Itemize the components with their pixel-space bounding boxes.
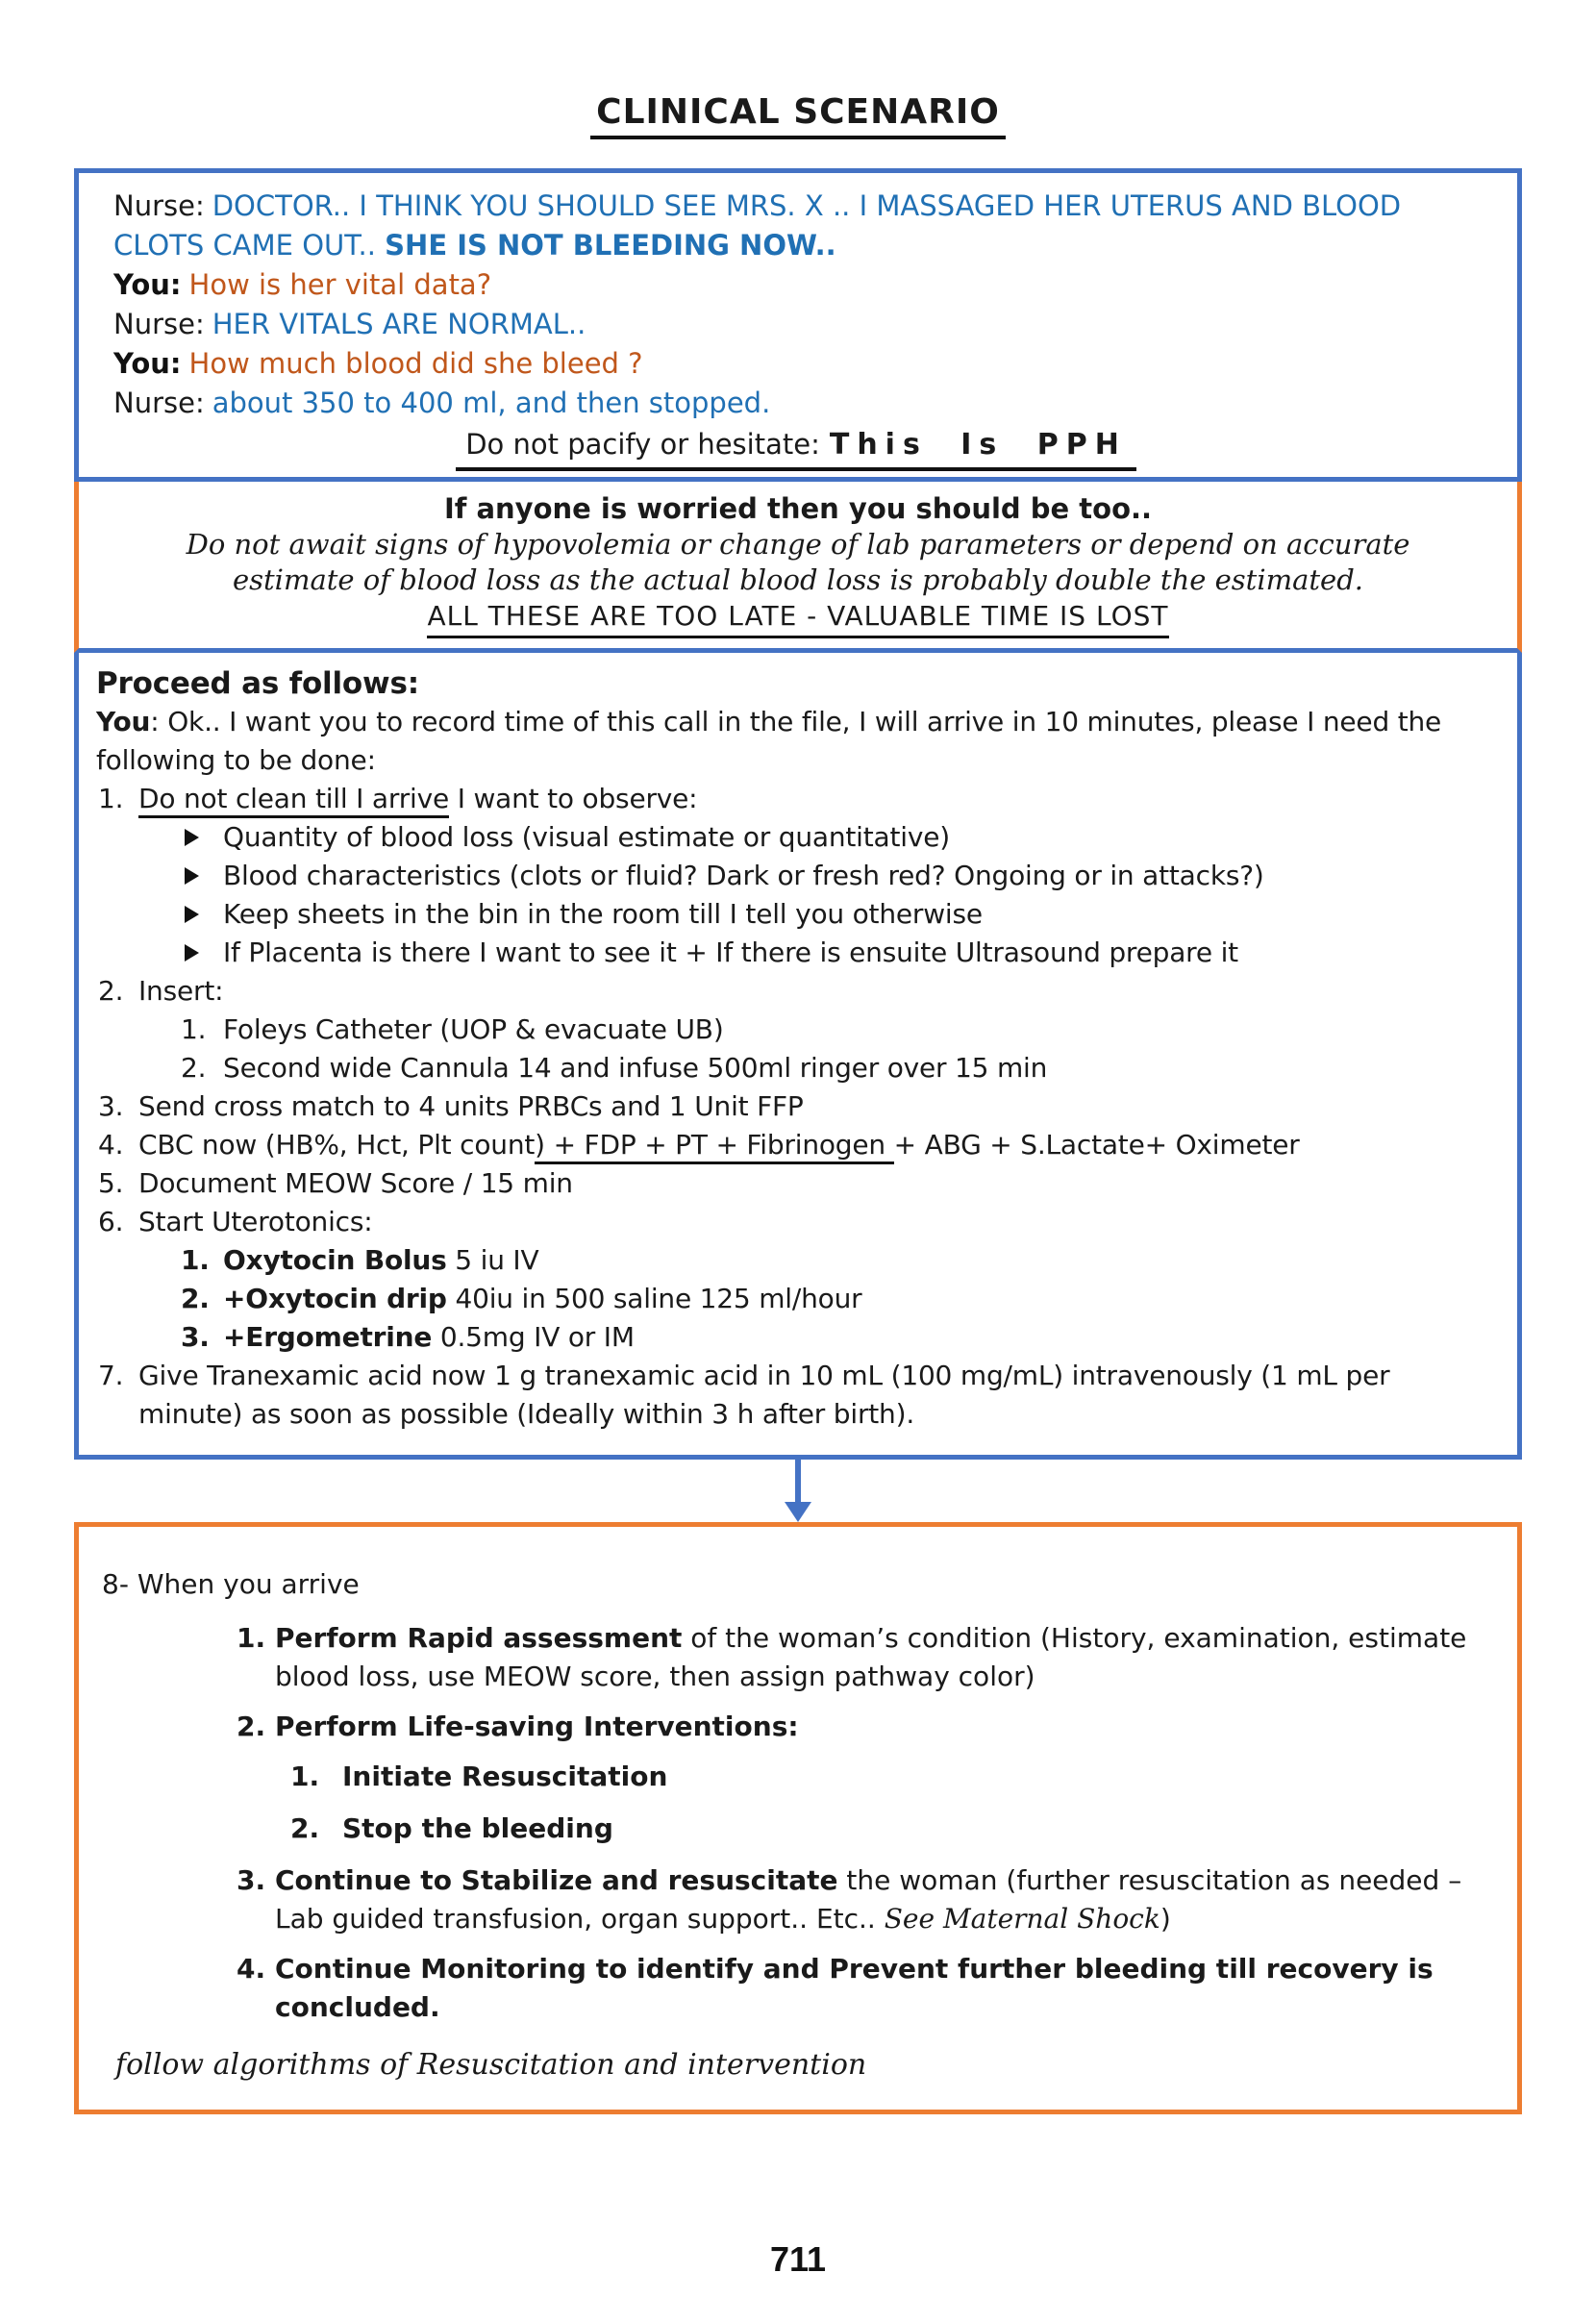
sub-list-item	[96, 1049, 1484, 1087]
flow-arrow	[0, 1460, 1596, 1522]
speaker-label: Nurse:	[113, 189, 205, 222]
proceed-intro	[96, 703, 1484, 780]
underlined-text: ) + FDP + PT + Fibrinogen	[535, 1129, 893, 1164]
item-text: If Placenta is there I want to see it + If there is ensuite Ultrasound prepare it	[223, 937, 1238, 968]
item-number: 7.	[98, 1360, 124, 1391]
item-text: Quantity of blood loss (visual estimate or quantitative)	[223, 821, 950, 853]
item-text: of the woman’s condition (History, examination, estimate blood loss, use MEOW score, then assign pathway color)	[275, 1622, 1467, 1692]
list-item	[96, 1203, 1484, 1241]
item-number: 1.	[181, 1013, 207, 1045]
arrow-line	[795, 1460, 801, 1502]
item-text: Keep sheets in the bin in the room till I tell you otherwise	[223, 898, 983, 930]
sub-list-item	[96, 1280, 1484, 1318]
dialogue-box	[74, 168, 1522, 482]
nurse-text-emphasis: SHE IS NOT BLEEDING NOW..	[385, 229, 836, 262]
item-number: 2.	[237, 1711, 266, 1742]
list-item	[96, 780, 1484, 818]
warning-body: Do not await signs of hypovolemia or change of lab parameters or depend on accurate estimate of blood loss as the actual blood loss is probably double the estimated.	[186, 528, 1410, 596]
item-text: Send cross match to 4 units PRBCs and 1 Unit FFP	[138, 1090, 804, 1122]
dialogue-line	[113, 384, 1479, 423]
sub-list-item	[96, 1011, 1484, 1049]
list-item	[102, 1861, 1479, 1938]
item-number: 3.	[237, 1864, 266, 1896]
drug-name: +Ergometrine	[223, 1321, 433, 1353]
dialogue-line	[113, 344, 1479, 384]
dialogue-conclusion	[113, 425, 1479, 471]
item-text: Initiate Resuscitation	[342, 1761, 668, 1792]
item-text: )	[1160, 1903, 1171, 1935]
item-text: 40iu in 500 saline 125 ml/hour	[446, 1283, 862, 1314]
page-number: 711	[769, 2239, 827, 2279]
item-number: 2.	[181, 1283, 210, 1314]
you-text: How is her vital data?	[188, 268, 492, 301]
you-label: You	[96, 706, 151, 737]
sub-list-item	[102, 1810, 1479, 1848]
sub-list-item	[96, 1318, 1484, 1357]
item-text: Give Tranexamic acid now 1 g tranexamic acid in 10 mL (100 mg/mL) intravenously (1 mL per minute) as soon as possible (Ideally within 3 h after birth).	[138, 1360, 1390, 1430]
dialogue-line	[113, 265, 1479, 305]
list-item	[96, 972, 1484, 1011]
item-text: I want to observe:	[449, 783, 698, 814]
item-text: the woman (further resuscitation as needed – Lab guided transfusion, organ support.. Etc..	[275, 1864, 1462, 1935]
underlined-text: Do not clean till I arrive	[138, 783, 449, 818]
conclusion-text: Do not pacify or hesitate:	[465, 428, 820, 461]
item-text: Continue Monitoring to identify and Prevent further bleeding till recovery is concluded.	[275, 1953, 1434, 2023]
arrow-bullet-icon	[185, 867, 199, 885]
item-text: 0.5mg IV or IM	[432, 1321, 635, 1353]
list-item	[102, 1619, 1479, 1696]
item-number: 3.	[98, 1090, 124, 1122]
arrow-down-icon	[785, 1502, 811, 1522]
arrival-box	[74, 1522, 1522, 2114]
item-text: Document MEOW Score / 15 min	[138, 1167, 573, 1199]
speaker-label: You:	[113, 347, 182, 380]
intro-text: : Ok.. I want you to record time of this call in the file, I will arrive in 10 minutes, please I need the following to be done:	[96, 706, 1442, 776]
item-text: Insert:	[138, 975, 224, 1007]
list-item	[96, 1087, 1484, 1126]
document-page	[0, 92, 1596, 2323]
proceed-heading: Proceed as follows:	[96, 666, 419, 701]
item-number: 2.	[98, 975, 124, 1007]
drug-name: Oxytocin Bolus	[223, 1244, 447, 1276]
dialogue-line	[113, 187, 1479, 265]
list-item	[102, 1708, 1479, 1746]
conclusion-underline	[456, 425, 1136, 471]
list-item	[96, 818, 1484, 857]
warning-footer-row	[125, 598, 1471, 638]
item-text: + ABG + S.Lactate+ Oximeter	[893, 1129, 1300, 1161]
list-item	[96, 934, 1484, 972]
speaker-label: You:	[113, 268, 182, 301]
arrow-bullet-icon	[185, 906, 199, 923]
warning-headline: If anyone is worried then you should be too..	[443, 492, 1153, 525]
arrow-bullet-icon	[185, 944, 199, 962]
item-text: 5 iu IV	[446, 1244, 539, 1276]
item-text: Foleys Catheter (UOP & evacuate UB)	[223, 1013, 724, 1045]
you-text: How much blood did she bleed ?	[188, 347, 643, 380]
warning-footer: ALL THESE ARE TOO LATE - VALUABLE TIME IS LOST	[427, 598, 1168, 638]
list-item	[96, 1164, 1484, 1203]
action-emphasis: Continue to Stabilize and resuscitate	[275, 1864, 838, 1896]
sub-list-item	[102, 1758, 1479, 1796]
list-item	[96, 895, 1484, 934]
warning-box	[74, 482, 1522, 653]
page-title: CLINICAL SCENARIO	[590, 92, 1006, 139]
drug-name: +Oxytocin drip	[223, 1283, 447, 1314]
item-number: 1.	[290, 1761, 320, 1792]
arrival-heading: 8- When you arrive	[102, 1568, 360, 1600]
nurse-text: about 350 to 400 ml, and then stopped.	[212, 387, 771, 419]
list-item	[96, 1126, 1484, 1164]
sub-list-item	[96, 1241, 1484, 1280]
action-emphasis: Perform Rapid assessment	[275, 1622, 683, 1654]
list-item	[102, 1950, 1479, 2027]
dialogue-line	[113, 305, 1479, 344]
item-number: 2.	[290, 1812, 320, 1844]
nurse-text: HER VITALS ARE NORMAL..	[212, 308, 586, 340]
pph-emphasis: This Is PPH	[829, 428, 1127, 462]
item-text: Perform Life-saving Interventions:	[275, 1711, 799, 1742]
cross-reference: See Maternal Shock	[884, 1903, 1160, 1935]
item-number: 2.	[181, 1052, 207, 1084]
list-item	[96, 1357, 1484, 1434]
item-number: 1.	[98, 783, 124, 814]
item-number: 6.	[98, 1206, 124, 1237]
item-text: Blood characteristics (clots or fluid? Dark or fresh red? Ongoing or in attacks?)	[223, 860, 1264, 891]
arrival-footer: follow algorithms of Resuscitation and intervention	[115, 2048, 867, 2082]
item-text: CBC now (HB%, Hct, Plt count	[138, 1129, 536, 1161]
item-number: 1.	[237, 1622, 266, 1654]
item-number: 1.	[181, 1244, 210, 1276]
item-text: Stop the bleeding	[342, 1812, 613, 1844]
speaker-label: Nurse:	[113, 308, 205, 340]
title-row	[0, 92, 1596, 139]
item-number: 4.	[237, 1953, 266, 1985]
item-number: 3.	[181, 1321, 210, 1353]
arrow-bullet-icon	[185, 829, 199, 846]
item-text: Start Uterotonics:	[138, 1206, 373, 1237]
item-number: 5.	[98, 1167, 124, 1199]
speaker-label: Nurse:	[113, 387, 205, 419]
item-number: 4.	[98, 1129, 124, 1161]
nurse-text: DOCTOR.. I THINK YOU SHOULD SEE MRS. X .. I MASSAGED HER UTERUS AND BLOOD CLOTS CAME OUT..	[113, 189, 1402, 262]
list-item	[96, 857, 1484, 895]
item-text: Second wide Cannula 14 and infuse 500ml ringer over 15 min	[223, 1052, 1048, 1084]
proceed-box	[74, 653, 1522, 1460]
